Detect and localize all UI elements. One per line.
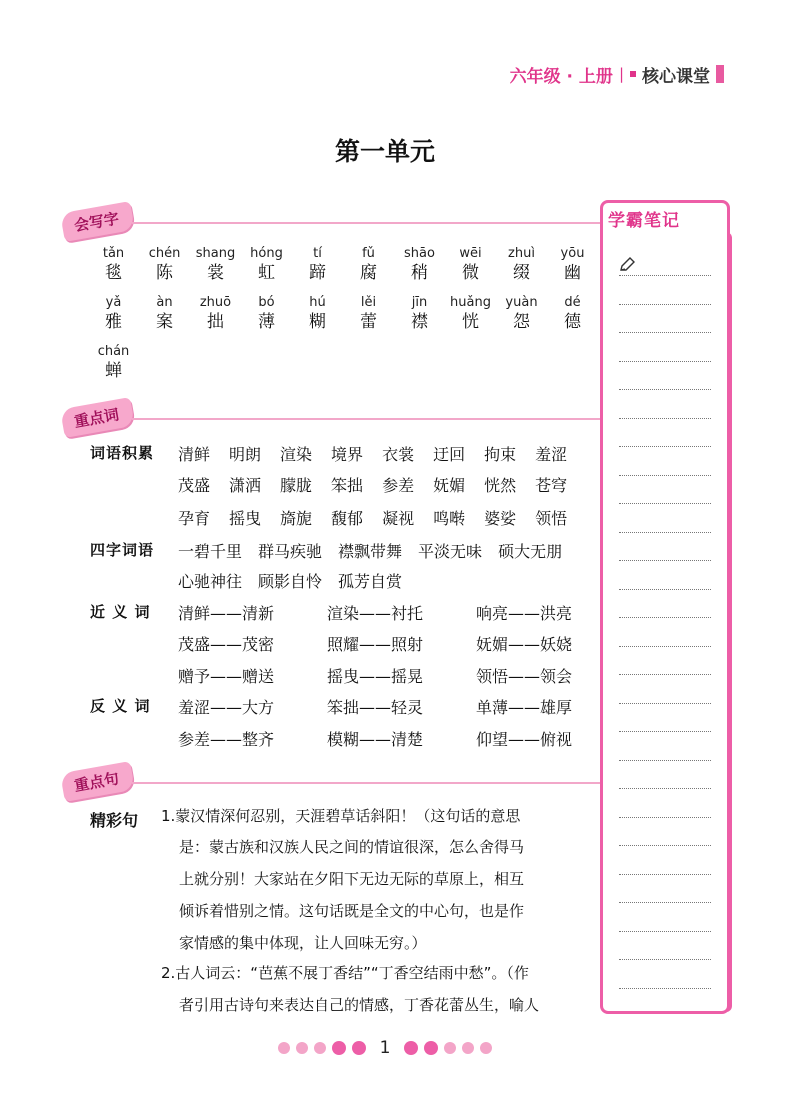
char-cell [139,246,190,284]
word: 襟飘带舞 [338,542,403,561]
hanzi: 糊 [309,312,326,332]
pinyin: àn [156,295,173,310]
note-line[interactable] [619,703,711,704]
section-tab-sentences [62,766,133,796]
word-line [178,664,625,687]
word: 赠予——赠送 [178,667,275,686]
note-line[interactable] [619,418,711,419]
char-cell [445,295,496,333]
hanzi: 蝉 [105,361,122,381]
char-row-2 [88,295,649,333]
word: 硕大无朋 [498,542,563,561]
note-line[interactable] [619,304,711,305]
char-cell [241,246,292,284]
word: 婆娑 [484,509,517,528]
pinyin: chán [97,344,130,359]
word: 渲染——衬托 [327,604,424,623]
hanzi: 襟 [411,312,428,332]
sentence-line: 1.蒙汉情深何忍别，天涯碧草话斜阳！（这句话的意思 [161,807,521,825]
hanzi: 案 [156,312,173,332]
word: 羞涩——大方 [178,698,275,717]
word: 笨拙 [331,476,364,495]
char-cell [343,295,394,333]
note-line[interactable] [619,931,711,932]
section-rule [132,222,652,224]
dot-icon [424,1041,438,1055]
note-line[interactable] [619,817,711,818]
note-line[interactable] [619,446,711,447]
hanzi: 德 [564,312,581,332]
pinyin: yǎ [105,295,122,310]
dot-icon [480,1042,492,1054]
dot-icon [444,1042,456,1054]
sentence-line: 2.古人词云：“芭蕉不展丁香结”“丁香空结雨中愁”。（作 [161,964,529,982]
pinyin: shāo [404,246,435,261]
unit-title: 第一单元 [334,137,435,166]
word: 一碧千里 [178,542,243,561]
note-line[interactable] [619,731,711,732]
pinyin: hóng [250,246,283,261]
char-cell [88,344,139,382]
note-line[interactable] [619,988,711,989]
pinyin: yōu [560,246,585,261]
note-line[interactable] [619,532,711,533]
word: 领悟 [535,509,568,528]
word: 群马疾驰 [258,542,323,561]
word: 妩媚 [433,476,466,495]
word-line [178,569,418,592]
hanzi: 蹄 [309,263,326,283]
char-cell [547,295,598,333]
word: 茂盛 [178,476,211,495]
notes-panel [600,200,730,1014]
word: 响亮——洪亮 [476,604,573,623]
pinyin: wēi [459,246,482,261]
pencil-icon [618,256,636,274]
word: 境界 [331,445,364,464]
word-label-antonym: 反 义 词 [90,697,151,715]
pinyin: zhuì [508,246,535,261]
char-cell [292,295,343,333]
section-label: 会写字 [60,201,135,242]
sentence-line: 倾诉着惜别之情。这句话既是全文的中心句，也是作 [179,902,525,920]
word-line [178,473,586,496]
note-line[interactable] [619,646,711,647]
pinyin: yuàn [505,295,538,310]
pinyin: shang [195,246,236,261]
sentence-label: 精彩句 [90,811,139,830]
header-separator: | [618,65,624,83]
notes-header [600,200,730,236]
sentence-line: 是：蒙古族和汉族人民之间的情谊很深，怎么舍得马 [179,838,525,856]
hanzi: 薄 [258,312,275,332]
header-title: 核心课堂 [642,66,710,87]
bar-icon [716,65,724,83]
word: 顾影自怜 [258,572,323,591]
note-line[interactable] [619,617,711,618]
word: 单薄——雄厚 [476,698,573,717]
word: 孕育 [178,509,211,528]
word: 孤芳自赏 [338,572,403,591]
note-line[interactable] [619,361,711,362]
word: 馥郁 [331,509,364,528]
hanzi: 雅 [105,312,122,332]
word: 笨拙——轻灵 [327,698,424,717]
pinyin: chén [148,246,181,261]
pinyin: zhuō [199,295,232,310]
hanzi: 毯 [105,263,122,283]
hanzi: 恍 [462,312,479,332]
char-cell [88,295,139,333]
word-line [178,506,586,529]
note-line[interactable] [619,760,711,761]
char-cell [496,246,547,284]
word-line [178,695,625,718]
word-label-four: 四字词语 [90,541,155,559]
pinyin: tǎn [102,246,125,261]
notes-title: 学霸笔记 [608,211,680,231]
word-line [178,601,625,624]
hanzi: 稍 [411,263,428,283]
section-rule [132,782,652,784]
note-line[interactable] [619,874,711,875]
note-line[interactable] [619,589,711,590]
char-row-3 [88,344,139,382]
note-line[interactable] [619,788,711,789]
section-rule [132,418,652,420]
dot-icon [352,1041,366,1055]
word-line [178,632,625,655]
word: 旖旎 [280,509,313,528]
word: 清鲜 [178,445,211,464]
word-label-accumulate: 词语积累 [90,444,155,462]
pinyin: huǎng [450,295,491,310]
section-tab-words [62,402,133,432]
hanzi: 蕾 [360,312,377,332]
word: 摇曳——摇晃 [327,667,424,686]
char-cell [292,246,343,284]
pinyin: dé [564,295,581,310]
page-number: 1 [379,1038,391,1058]
char-cell [394,295,445,333]
word: 领悟——领会 [476,667,573,686]
note-line[interactable] [619,959,711,960]
hanzi: 幽 [564,263,581,283]
word-line [178,442,586,465]
hanzi: 拙 [207,312,224,332]
char-cell [241,295,292,333]
pinyin: hú [309,295,326,310]
dot-icon [332,1041,346,1055]
note-line[interactable] [619,902,711,903]
word: 参差 [382,476,415,495]
pinyin: lěi [360,295,377,310]
char-cell [394,246,445,284]
dot-icon [296,1042,308,1054]
dot-icon [462,1042,474,1054]
hanzi: 裳 [207,263,224,283]
word: 清鲜——清新 [178,604,275,623]
sentence-line: 家情感的集中体现，让人回味无穷。） [179,934,427,952]
note-line[interactable] [619,389,711,390]
char-cell [190,295,241,333]
note-line[interactable] [619,475,711,476]
note-line[interactable] [619,275,711,276]
hanzi: 虹 [258,263,275,283]
word: 鸣啭 [433,509,466,528]
char-cell [139,295,190,333]
note-line[interactable] [619,332,711,333]
dot-icon [314,1042,326,1054]
note-line[interactable] [619,503,711,504]
char-cell [190,246,241,284]
word-line [178,539,578,562]
hanzi: 微 [462,263,479,283]
word: 羞涩 [535,445,568,464]
word: 妩媚——妖娆 [476,635,573,654]
char-cell [88,246,139,284]
word: 朦胧 [280,476,313,495]
word: 迂回 [433,445,466,464]
word: 衣裳 [382,445,415,464]
dot-icon [278,1042,290,1054]
page-footer [0,1038,770,1058]
page-header [510,62,724,86]
char-cell [547,246,598,284]
pinyin: fǔ [362,246,375,261]
word: 渲染 [280,445,313,464]
word: 仰望——俯视 [476,730,573,749]
word: 凝视 [382,509,415,528]
word: 心驰神往 [178,572,243,591]
hanzi: 缀 [513,263,530,283]
section-tab-write [62,206,133,236]
sentence-line: 者引用古诗句来表达自己的情感，丁香花蕾丛生，喻人 [179,996,540,1014]
square-icon [630,71,636,77]
word-label-synonym: 近 义 词 [90,603,151,621]
pinyin: bó [258,295,275,310]
hanzi: 陈 [156,263,173,283]
word: 拘束 [484,445,517,464]
section-label: 重点句 [60,761,135,802]
pinyin: jīn [411,295,428,310]
sentence-line: 上就分别！大家站在夕阳下无边无际的草原上，相互 [179,870,525,888]
note-line[interactable] [619,560,711,561]
note-line[interactable] [619,674,711,675]
char-cell [445,246,496,284]
pinyin: tí [313,246,322,261]
hanzi: 腐 [360,263,377,283]
char-row-1 [88,246,598,284]
char-cell [343,246,394,284]
grade-label: 六年级 · 上册 [509,66,613,87]
word: 摇曳 [229,509,262,528]
word: 恍然 [484,476,517,495]
word: 明朗 [229,445,262,464]
word: 苍穹 [535,476,568,495]
note-line[interactable] [619,845,711,846]
word: 照耀——照射 [327,635,424,654]
word-line [178,727,625,750]
dot-icon [404,1041,418,1055]
char-cell [496,295,547,333]
word: 茂盛——茂密 [178,635,275,654]
word: 参差——整齐 [178,730,275,749]
section-label: 重点词 [60,397,135,438]
word: 潇洒 [229,476,262,495]
hanzi: 怨 [513,312,530,332]
word: 模糊——清楚 [327,730,424,749]
word: 平淡无味 [418,542,483,561]
